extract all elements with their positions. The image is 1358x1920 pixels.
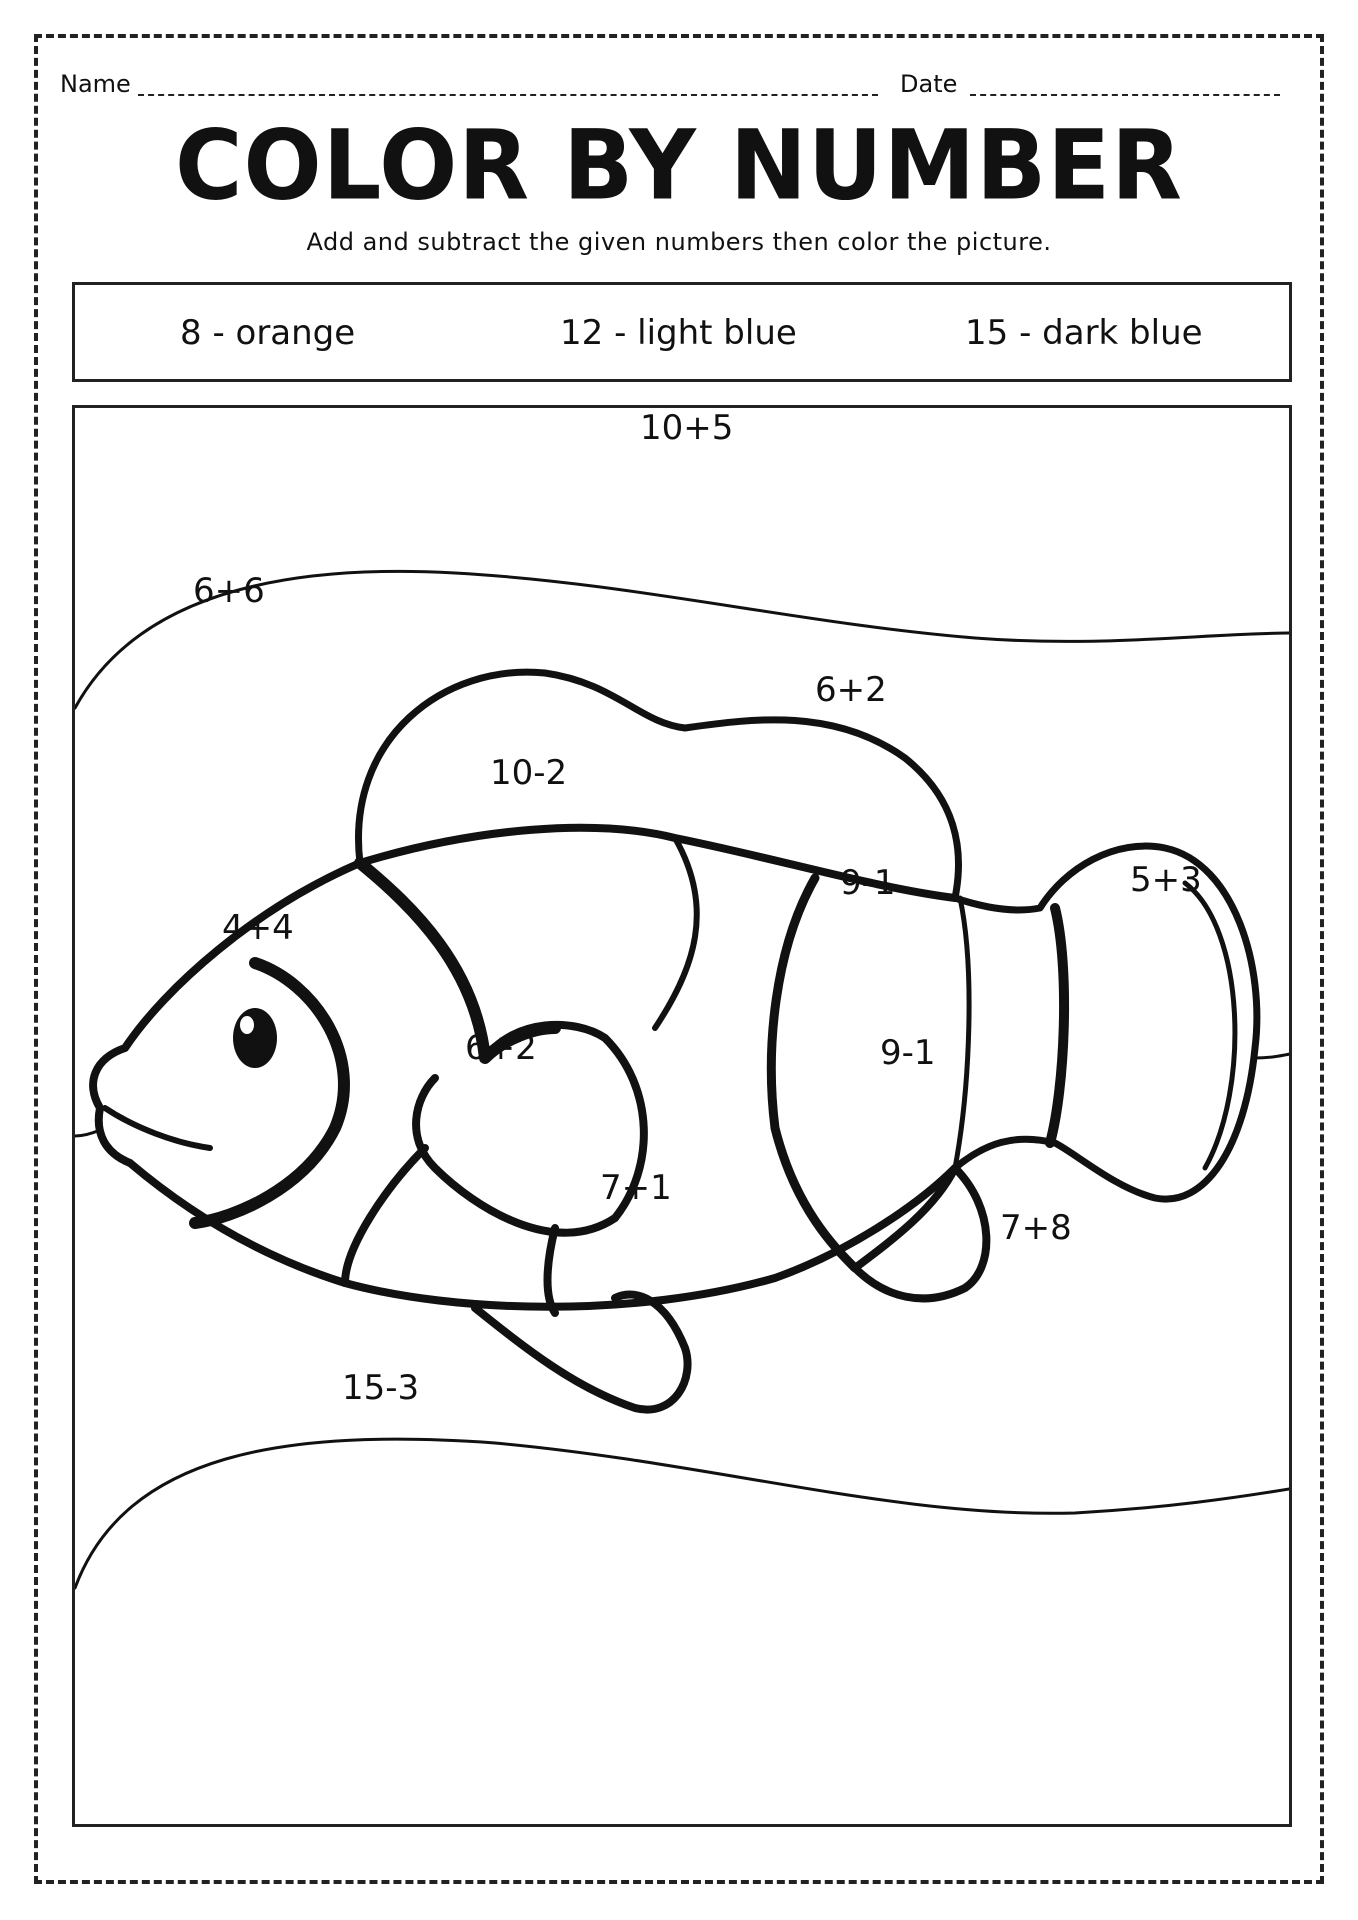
water-line-bottom [75, 1439, 1292, 1588]
tail-inner [1185, 883, 1235, 1168]
eye-highlight [240, 1016, 254, 1034]
region-water-lower-right: 7+8 [1000, 1208, 1072, 1248]
region-tail: 5+3 [1130, 860, 1202, 900]
region-water-upper-left: 6+6 [193, 571, 265, 611]
stripe-front-inner [195, 963, 344, 1223]
date-field[interactable] [970, 94, 1280, 96]
fin-bottom [475, 1295, 688, 1410]
region-fin-bottom-right: 9-1 [880, 1033, 936, 1073]
region-fin-top: 6+2 [815, 670, 887, 710]
key-light-blue: 12 - light blue [560, 313, 797, 353]
clownfish-drawing [75, 408, 1292, 1827]
belly-line [345, 1148, 425, 1283]
name-label: Name [60, 70, 131, 98]
region-fin-bottom: 7+1 [600, 1168, 672, 1208]
stripe-mid-bottom [548, 1228, 556, 1313]
region-face: 4+4 [222, 908, 294, 948]
name-field[interactable] [138, 94, 878, 96]
region-body-middle: 9-1 [840, 863, 896, 903]
tail-stripe [1050, 908, 1064, 1143]
key-dark-blue: 15 - dark blue [965, 313, 1203, 353]
color-key [72, 282, 1292, 382]
water-line-right [1255, 1053, 1292, 1058]
stripe-mid-back [771, 878, 855, 1268]
region-sky-top: 10+5 [640, 408, 734, 448]
tail [955, 846, 1257, 1199]
instructions: Add and subtract the given numbers then color the picture. [306, 228, 1052, 256]
tail-base [955, 898, 969, 1168]
region-belly-front: 6+2 [465, 1028, 537, 1068]
region-sea-floor: 15-3 [342, 1368, 420, 1408]
eye [233, 1008, 277, 1068]
key-orange: 8 - orange [180, 313, 356, 353]
mouth [105, 1108, 210, 1148]
coloring-picture [72, 405, 1292, 1827]
region-stripe-front: 10-2 [490, 753, 568, 793]
date-label: Date [900, 70, 958, 98]
page-title: COLOR BY NUMBER [175, 109, 1183, 222]
stripe-mid-top [655, 838, 697, 1028]
